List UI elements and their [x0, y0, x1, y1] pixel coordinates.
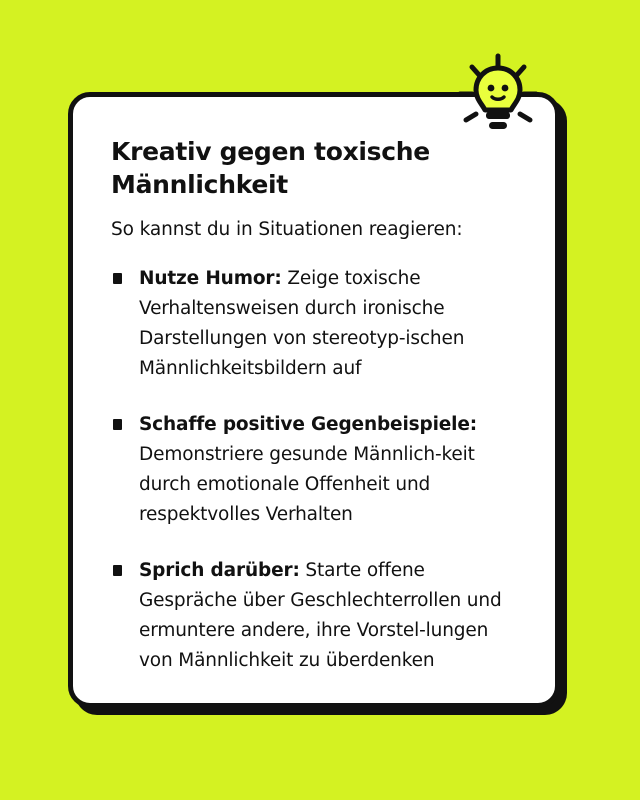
list-item-text: Zeige toxische Verhaltensweisen durch ironische Darstellungen von stereotyp-ischen Männlichkeitsbildern auf [139, 268, 465, 379]
list-item [111, 556, 515, 676]
tips-list [111, 264, 515, 676]
list-item-text: Demonstriere gesunde Männlich-keit durch emotionale Offenheit und respektvolles Verhalten [139, 443, 475, 525]
lightbulb-icon [452, 52, 544, 144]
info-card [68, 92, 560, 708]
list-item [111, 410, 515, 530]
list-item-lead: Sprich darüber: [139, 559, 300, 581]
page-title: Kreativ gegen toxische Männlichkeit [111, 137, 430, 199]
list-item-lead: Schaffe positive Gegenbeispiele: [139, 413, 478, 435]
card-subtitle: So kannst du in Situationen reagieren: [111, 219, 463, 240]
square-bullet-icon [113, 565, 122, 576]
square-bullet-icon [113, 273, 122, 284]
list-item-lead: Nutze Humor: [139, 268, 282, 289]
list-item [111, 264, 515, 384]
square-bullet-icon [113, 419, 122, 430]
list-item-text: Starte offene Gespräche über Geschlechterrollen und ermuntere andere, ihre Vorstel-lungen von Männlichkeit zu überdenken [139, 559, 502, 671]
card-content [73, 97, 555, 676]
